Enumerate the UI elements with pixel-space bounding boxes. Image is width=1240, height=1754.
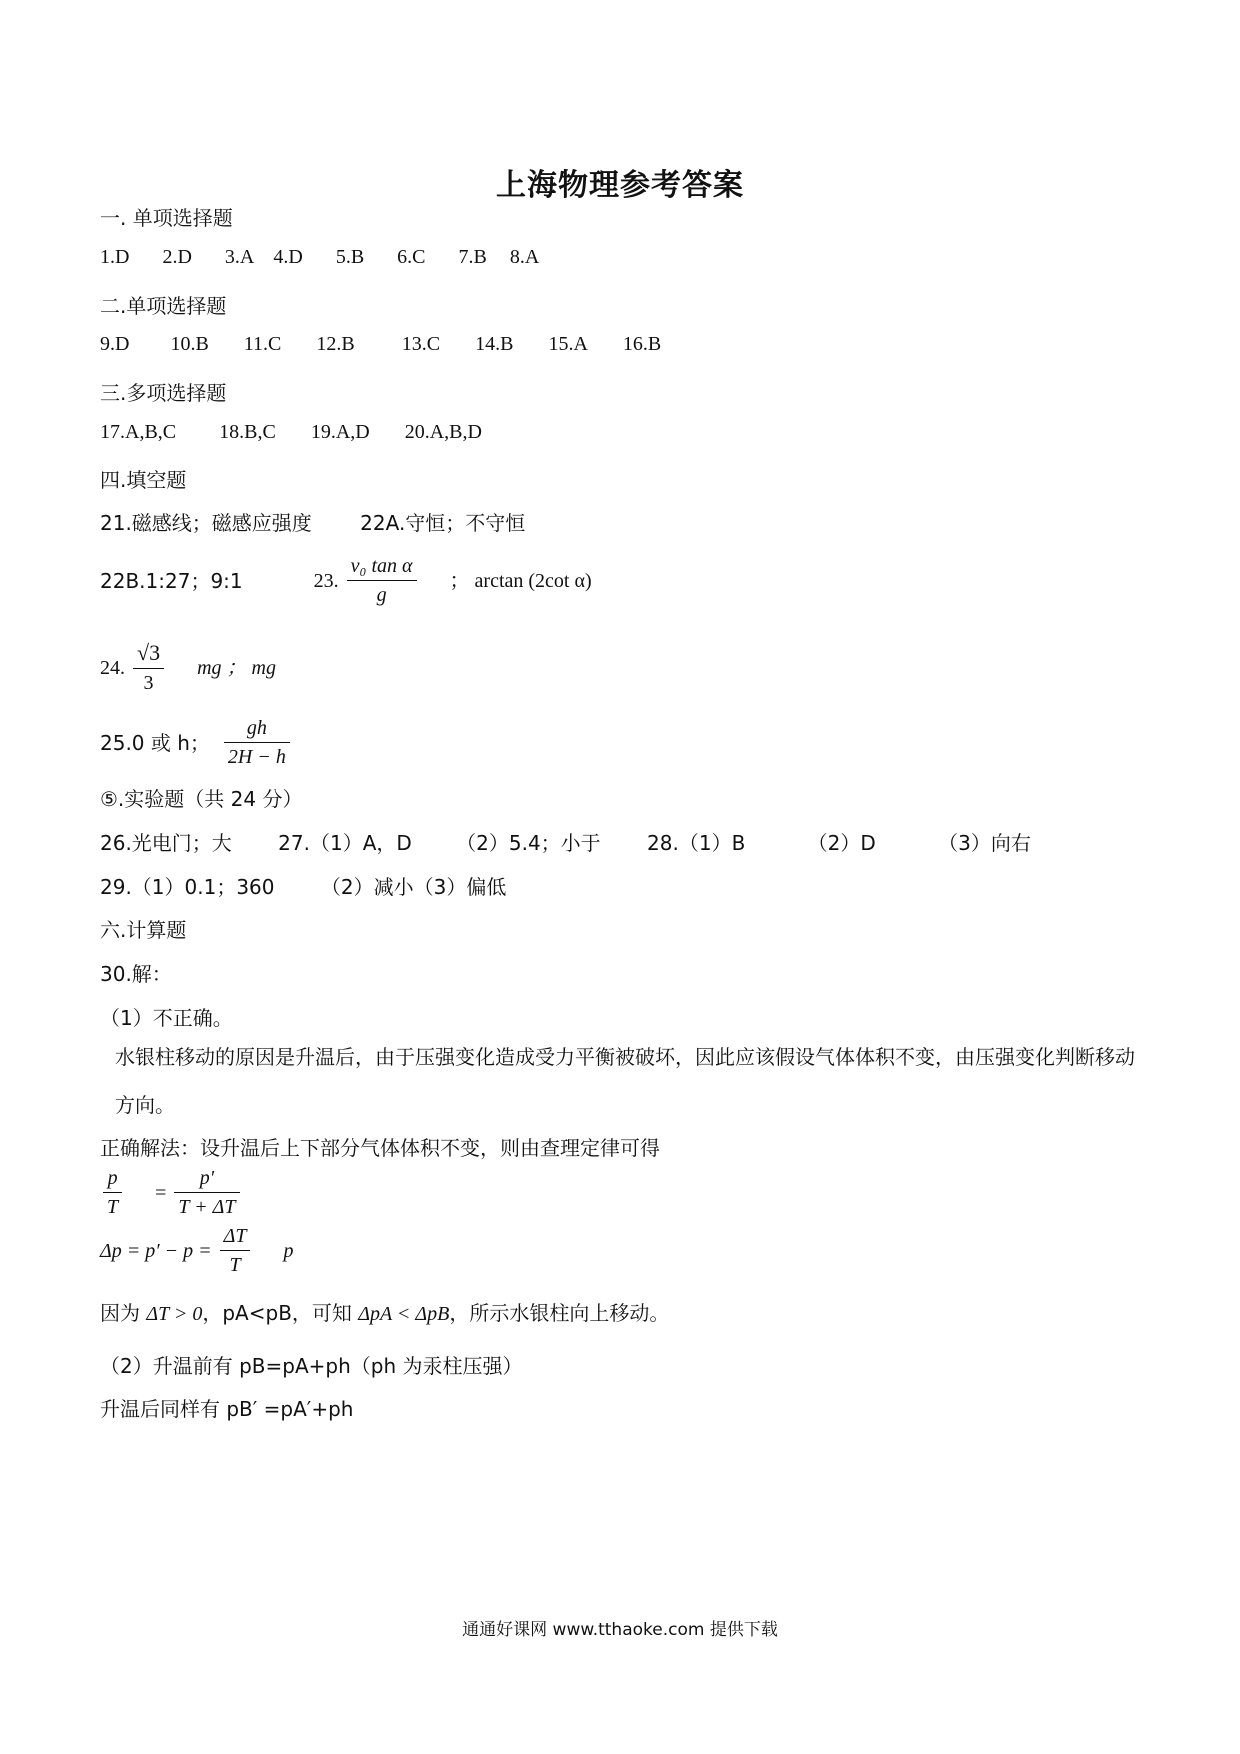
answer-19: 19.A,D	[310, 421, 370, 443]
answer-27-1: 27.（1）A，D	[278, 831, 412, 855]
equation-2-left: Δp = p′ − p =	[100, 1239, 212, 1262]
answer-21-22a	[100, 507, 553, 536]
fraction-denominator: 3	[143, 672, 154, 695]
answer-26: 26.光电门；大	[100, 831, 232, 855]
experiment-line-1	[100, 827, 1059, 856]
question-30-label: 30.解：	[100, 962, 172, 986]
answer-28-1: 28.（1）B	[647, 831, 746, 855]
answer-8: 8.A	[509, 246, 540, 268]
answer-6: 6.C	[397, 246, 426, 268]
paragraph-4-inequality-2: ΔpA < ΔpB	[358, 1303, 450, 1325]
paragraph-3: 正确解法：设升温后上下部分气体体积不变，则由查理定律可得	[100, 1136, 660, 1160]
fraction-denominator: T	[229, 1254, 241, 1276]
answer-9: 9.D	[100, 333, 130, 355]
answer-5: 5.B	[335, 246, 365, 268]
paragraph-5: （2）升温前有 pB=pA+ph（ph 为汞柱压强）	[100, 1354, 523, 1378]
answer-28-3: （3）向右	[938, 831, 1031, 855]
paragraph-1: （1）不正确。	[100, 1006, 233, 1030]
answer-20: 20.A,B,D	[404, 421, 482, 443]
answer-23-fraction	[347, 554, 445, 607]
section2-answers	[100, 333, 689, 356]
answer-17: 17.A,B,C	[100, 421, 177, 443]
answer-10: 10.B	[170, 333, 209, 355]
fraction-denominator: T + ΔT	[178, 1196, 236, 1218]
fraction-numerator: ΔT	[220, 1224, 251, 1251]
section5-heading: ⑤.实验题（共 24 分）	[100, 787, 303, 811]
paragraph-4-part-e: ，所示水银柱向上移动。	[449, 1301, 670, 1325]
answer-3: 3.A	[224, 246, 255, 268]
answer-13: 13.C	[401, 333, 441, 355]
answer-27-2: （2）5.4；小于	[456, 831, 601, 855]
answer-24-label: 24.	[100, 656, 125, 679]
answer-12: 12.B	[316, 333, 355, 355]
fraction-numerator: v₀ tan α	[347, 554, 417, 581]
fraction-denominator: T	[107, 1196, 119, 1218]
answer-4: 4.D	[273, 246, 303, 268]
fraction-denominator: g	[376, 584, 387, 606]
answer-23-second: ； arctan (2cot α)	[449, 569, 592, 592]
experiment-line-2	[100, 871, 534, 900]
fraction-denominator: 2H − h	[227, 746, 286, 768]
answer-29-2: （2）减小（3）偏低	[320, 875, 507, 899]
answer-23-label: 23.	[313, 569, 339, 592]
equals-sign: =	[155, 1181, 167, 1204]
answer-29-1: 29.（1）0.1；360	[100, 875, 275, 899]
answer-24	[100, 640, 304, 695]
fraction-numerator: p	[103, 1166, 122, 1193]
equation-1-right-fraction	[174, 1166, 267, 1219]
fraction-numerator: p′	[174, 1166, 239, 1193]
section3-heading: 三.多项选择题	[100, 381, 227, 405]
answer-18: 18.B,C	[219, 421, 276, 443]
paragraph-4-part-c: ，pA<pB，可知	[202, 1301, 359, 1325]
answer-14: 14.B	[475, 333, 514, 355]
paragraph-6: 升温后同样有 pB′ =pA′+ph	[100, 1397, 354, 1421]
section6-heading: 六.计算题	[100, 918, 187, 942]
answer-25-fraction	[224, 716, 318, 769]
equation-2-tail: p	[283, 1239, 294, 1262]
answer-25	[100, 716, 346, 769]
answer-22b-23	[100, 554, 620, 607]
answer-15: 15.A	[548, 333, 588, 355]
page-footer: 通通好课网 www.tthaoke.com 提供下载	[462, 1620, 778, 1640]
answer-7: 7.B	[458, 246, 487, 268]
answer-24-tail: mg ； mg	[197, 656, 276, 679]
paragraph-2: 水银柱移动的原因是升温后，由于压强变化造成受力平衡被破坏，因此应该假设气体体积不变，由压强变化判断移动方向。	[115, 1045, 1135, 1117]
answer-28-2: （2）D	[807, 831, 876, 855]
section2-heading: 二.单项选择题	[100, 294, 227, 318]
section1-heading: 一. 单项选择题	[100, 206, 233, 230]
answer-25-label: 25.0 或 h；	[100, 730, 210, 755]
equation-1-left-fraction	[103, 1166, 150, 1219]
section4-heading: 四.填空题	[100, 468, 187, 492]
equation-2	[100, 1224, 321, 1277]
answer-22a: 22A.守恒；不守恒	[360, 511, 526, 535]
answer-21: 21.磁感线；磁感应强度	[100, 511, 312, 535]
answer-2: 2.D	[162, 246, 192, 268]
answer-16: 16.B	[622, 333, 662, 355]
answer-11: 11.C	[243, 333, 282, 355]
equation-2-fraction	[220, 1224, 279, 1277]
fraction-numerator: √3	[133, 640, 164, 669]
section3-answers	[100, 421, 510, 444]
answer-24-fraction	[133, 640, 192, 695]
fraction-numerator: gh	[224, 716, 290, 743]
paragraph-4-inequality-1: ΔT > 0	[146, 1303, 203, 1325]
answer-1: 1.D	[100, 246, 130, 268]
paragraph-4-part-a: 因为	[100, 1301, 147, 1325]
section1-answers	[100, 246, 567, 269]
answer-22b: 22B.1:27；9:1	[100, 568, 243, 593]
page-title: 上海物理参考答案	[496, 168, 744, 203]
equation-1	[100, 1166, 296, 1219]
paragraph-4	[100, 1297, 669, 1326]
